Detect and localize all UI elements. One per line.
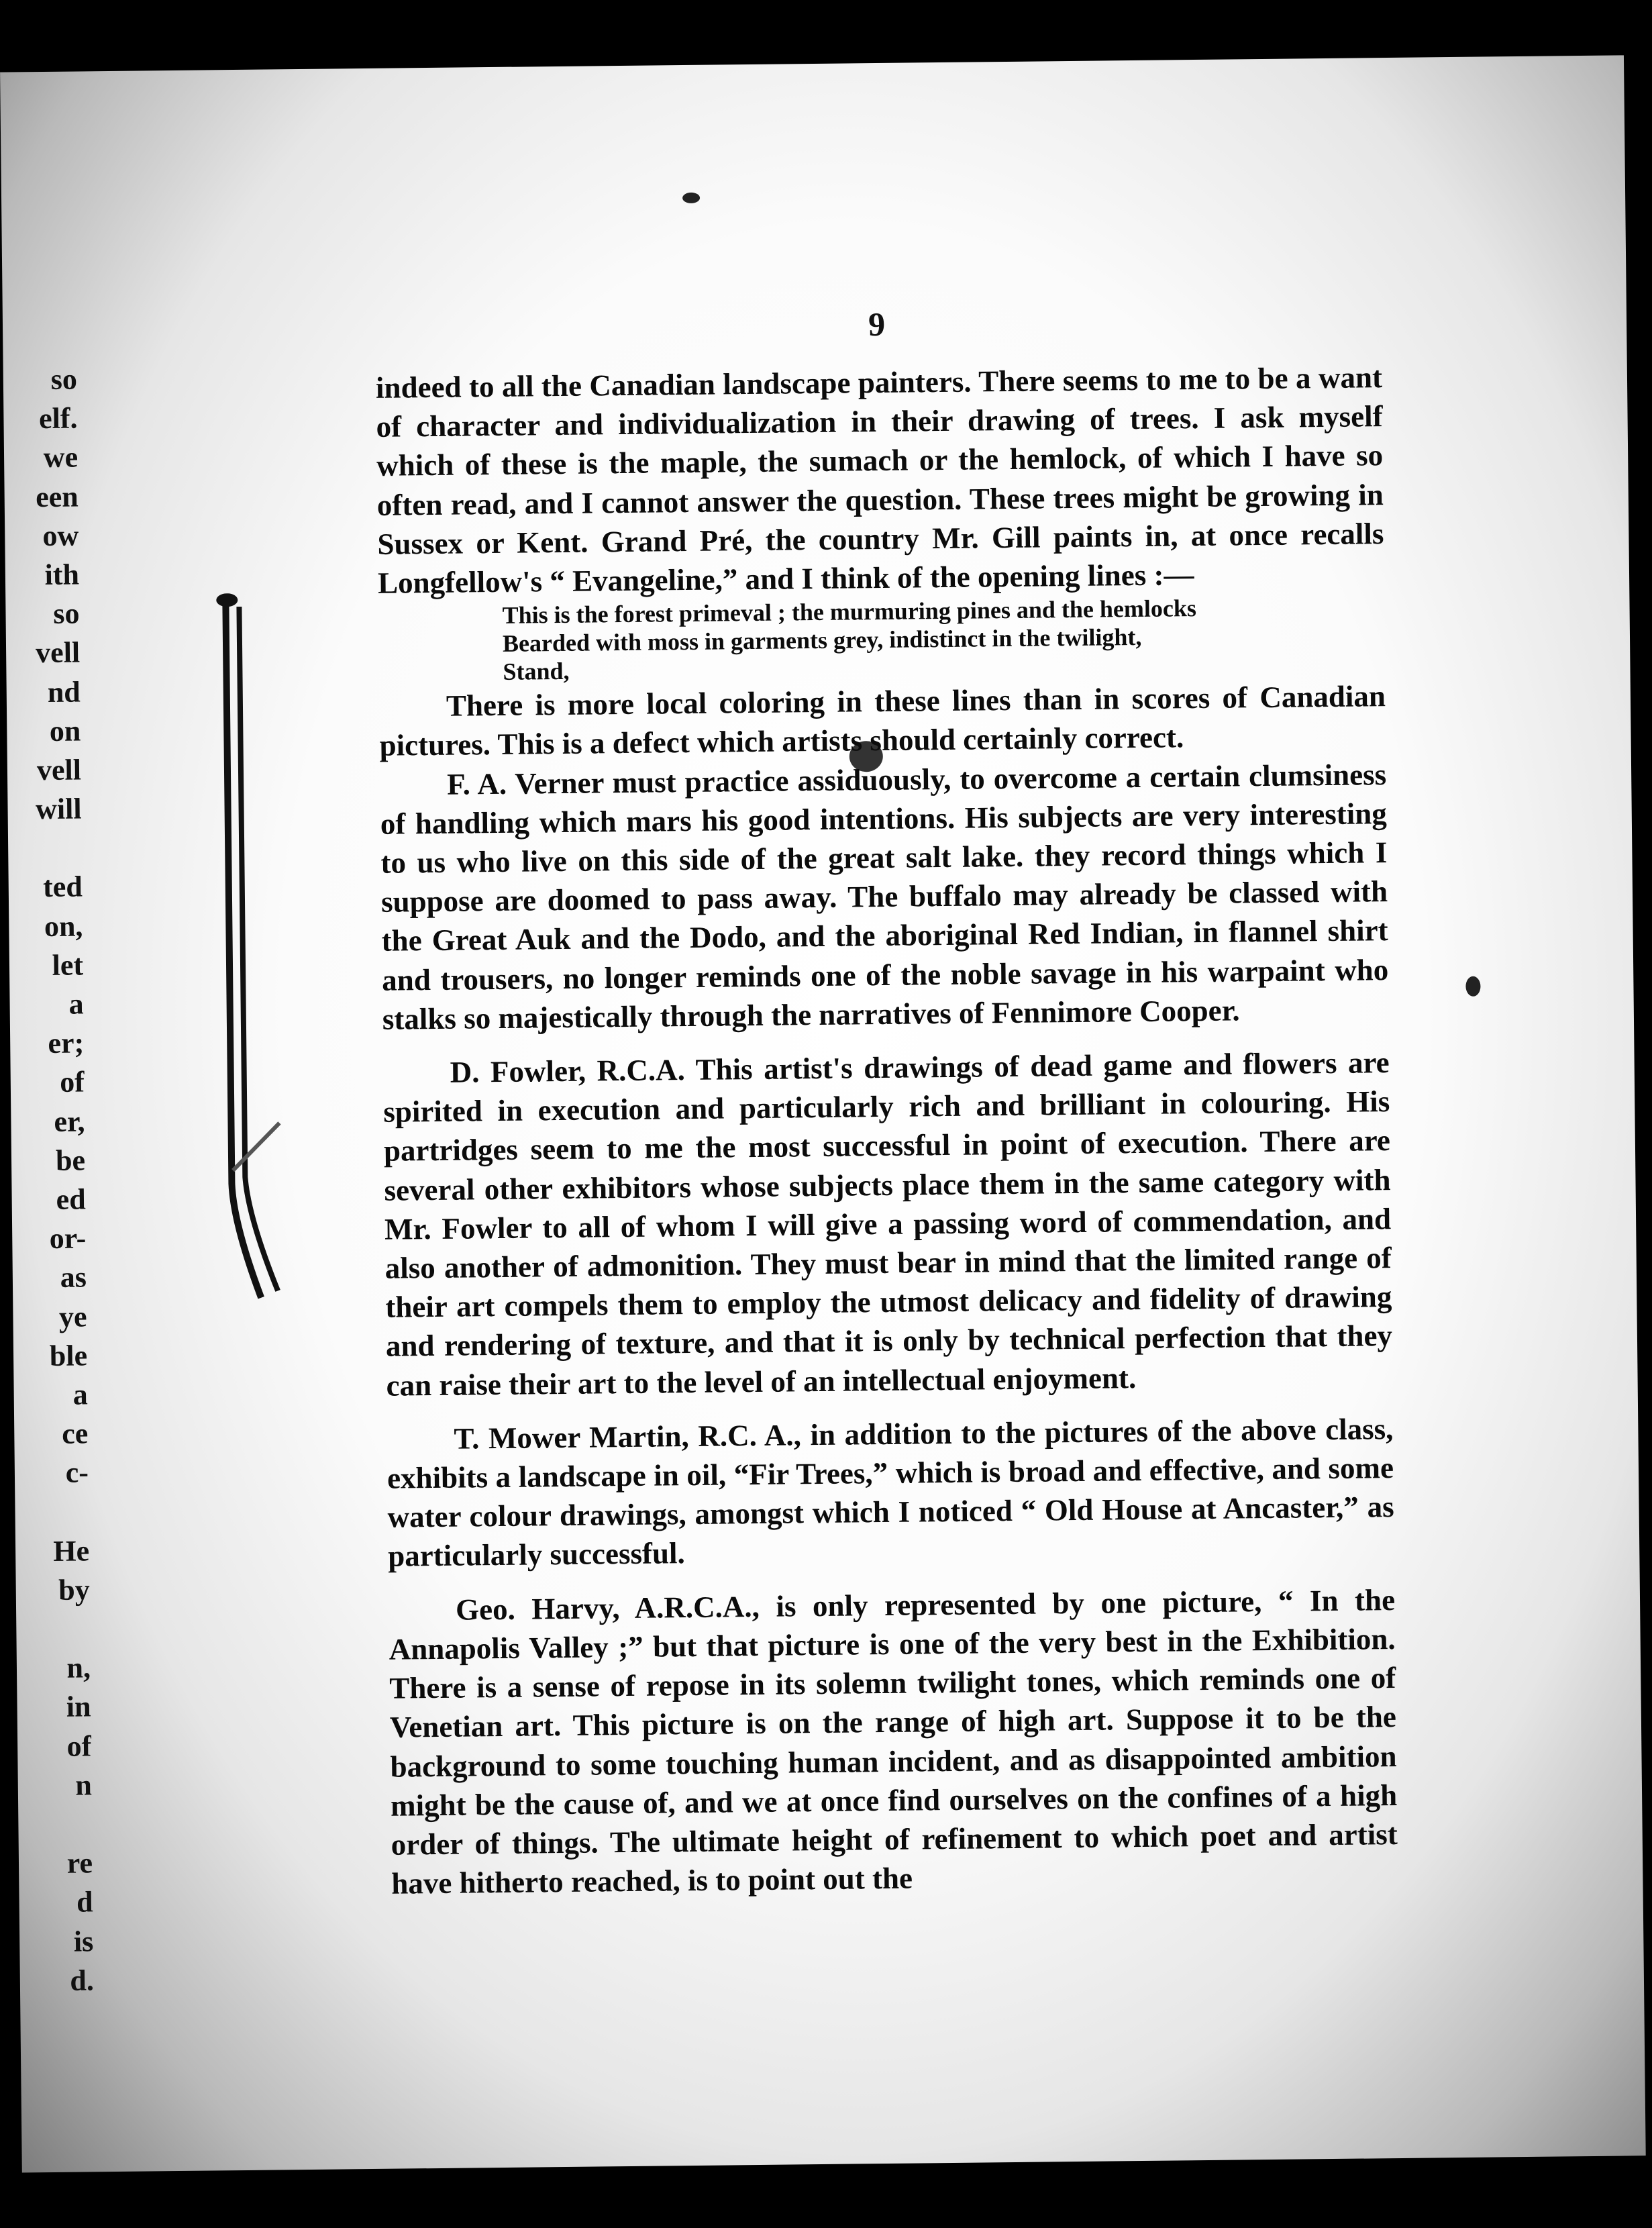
margin-fragment: or- — [49, 1221, 87, 1256]
margin-fragment: by — [58, 1573, 91, 1607]
margin-fragment: n — [75, 1768, 93, 1802]
margin-fragment — [18, 1805, 93, 1844]
paragraph-6: Geo. Harvy, A.R.C.A., is only represented by one picture, “ In the Annapolis Valley ;” but that picture is one of the very best in the Exhibition. There is a sense of repose in its solemn twilight tones, which reminds one of Venetian art. This picture is on the range of high art. Suppose it to be the background to some touching human incident, and as disappointed ambition might be the cause of, and we at once find ourselves on the confines of a high order of things. The ultimate height of refinement to which poet and artist have hitherto reached, is to point out the — [389, 1582, 1398, 1901]
quote-line: Stand, — [503, 658, 570, 686]
previous-page-margin-text — [3, 360, 95, 2001]
margin-fragment: een — [35, 480, 79, 513]
margin-fragment: ed — [56, 1182, 86, 1216]
margin-fragment: will — [35, 792, 82, 826]
margin-fragment: be — [55, 1144, 86, 1177]
margin-fragment: let — [52, 948, 84, 982]
margin-fragment: re — [66, 1846, 93, 1880]
margin-fragment: d. — [70, 1964, 95, 1997]
margin-fragment: on — [49, 714, 81, 748]
margin-fragment: ted — [42, 870, 83, 904]
paragraph-4: D. Fowler, R.C.A. This artist's drawings of dead game and flowers are spirited in execution and particularly rich and brilliant in colouring. His partridges seem to me the most successful in point of execution. There are several other exhibitors whose subjects place them in the same category with Mr. Fowler to all of whom I will give a passing word of commendation, and also another of admonition. They must bear in mind that the limited range of their art compels them to employ the utmost delicacy and fidelity of drawing and rendering of texture, and that it is only by technical perfection that they can raise their art to the level of an intellectual enjoyment. — [383, 1046, 1393, 1403]
margin-fragment: ble — [49, 1339, 88, 1372]
binding-wire-artifact — [207, 593, 288, 1305]
margin-fragment: elf. — [38, 401, 78, 436]
quote-line: Bearded with moss in garments grey, indistinct in the twilight, — [502, 623, 1142, 658]
margin-fragment: ce — [61, 1417, 89, 1450]
margin-fragment: in — [66, 1690, 91, 1724]
margin-fragment: vell — [35, 636, 81, 670]
margin-fragment: ow — [42, 519, 79, 552]
main-text — [376, 358, 1398, 1903]
margin-fragment: nd — [47, 674, 81, 709]
quote-line: This is the forest primeval ; the murmuring pines and the hemlocks — [502, 595, 1197, 629]
margin-fragment: we — [43, 440, 79, 474]
margin-fragment: vell — [36, 753, 82, 787]
margin-fragment: He — [53, 1534, 90, 1568]
margin-fragment — [16, 1609, 91, 1649]
margin-fragment: of — [66, 1729, 92, 1763]
block-quote — [502, 592, 1385, 686]
margin-fragment: as — [60, 1260, 87, 1295]
ink-blot — [682, 193, 700, 203]
paper-sheet — [0, 55, 1646, 2172]
margin-fragment: ye — [58, 1299, 87, 1333]
margin-fragment: er; — [48, 1026, 85, 1060]
margin-fragment: c- — [65, 1456, 89, 1490]
margin-fragment: so — [53, 597, 80, 631]
margin-fragment: n, — [66, 1651, 91, 1684]
paragraph-3: F. A. Verner must practice assiduously, to overcome a certain clumsiness of handling which mars his good intentions. His subjects are very interesting to us who live on this side of the great salt lake. they record things which I suppose are doomed to pass away. The buffalo may already be classed with the Great Auk and the Dodo, and the aboriginal Red Indian, in flannel shirt and trousers, no longer reminds one of the noble savage in his warpaint who stalks so majestically through the narratives of Fennimore Cooper. — [380, 757, 1389, 1036]
paragraph-5: T. Mower Martin, R.C. A., in addition to the pictures of the above class, exhibits a landscape in oil, “Fir Trees,” which is broad and effective, and some water colour drawings, amongst which I noticed “ Old House at Ancaster,” as particularly successful. — [386, 1411, 1394, 1574]
margin-fragment: a — [68, 987, 84, 1021]
margin-fragment: a — [72, 1378, 88, 1411]
margin-fragment: on, — [44, 909, 83, 943]
margin-fragment: ith — [44, 558, 80, 591]
margin-fragment: so — [50, 362, 78, 396]
paragraph-1: indeed to all the Canadian landscape painters. There seems to me to be a want of character and individualization in their drawing of trees. I ask myself which of these is the maple, the sumach or the hemlock, of which I have so often read, and I cannot answer the question. These trees might be growing in Sussex or Kent. Grand Pré, the country Mr. Gill paints in, at once recalls Longfellow's “ Evangeline,” and I think of the opening lines :— — [375, 360, 1384, 600]
margin-fragment: d — [76, 1885, 93, 1919]
margin-fragment — [8, 829, 83, 868]
ink-blot — [1465, 976, 1480, 997]
margin-fragment — [15, 1492, 89, 1532]
margin-fragment: of — [59, 1065, 85, 1099]
page-number: 9 — [868, 305, 886, 344]
margin-fragment: is — [73, 1924, 94, 1958]
paragraph-2: There is more local coloring in these lines than in scores of Canadian pictures. This is a defect which artists should certainly correct. — [379, 679, 1386, 763]
margin-fragment: er, — [54, 1104, 85, 1138]
